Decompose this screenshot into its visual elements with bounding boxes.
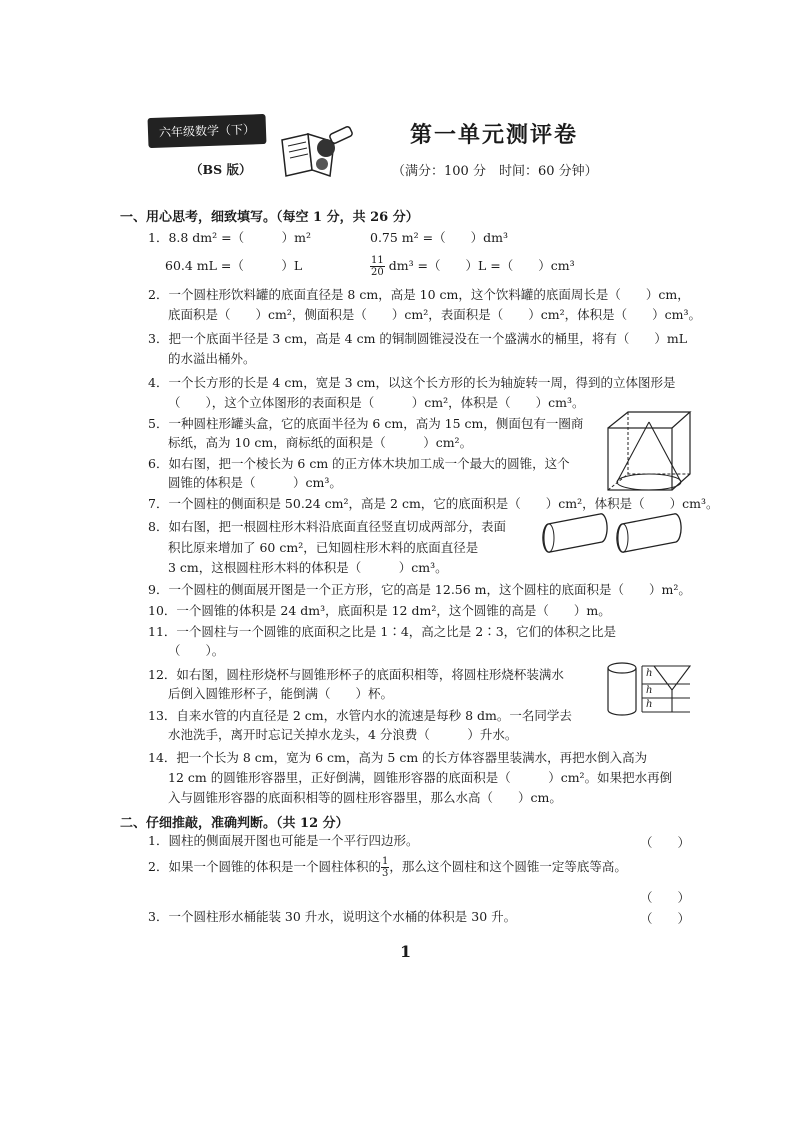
answer-paren-1[interactable]: （ ） [640,835,691,850]
page-number: 1 [400,942,412,961]
fraction-11-20: $\frac{11}{20}$ [371,255,384,278]
q1a: 1．8.8 dm² =（ ）m² [148,230,311,245]
height-label-3: h [646,699,653,710]
q1d: $\frac{11}{20}$ dm³ =（ ）L =（ ）cm³ [371,255,575,278]
q12a: 12．如右图，圆柱形烧杯与圆锥形杯子的底面积相等，将圆柱形烧杯装满水 [148,667,564,682]
q5b: 标纸，高为 10 cm，商标纸的面积是（ ）cm²。 [168,435,473,450]
answer-paren-2[interactable]: （ ） [640,890,691,905]
height-label-1: h [646,668,653,679]
judge-q2: 2．如果一个圆锥的体积是一个圆柱体积的 $\frac{1}{3}$ ，那么这个圆柱和这个圆锥一定等底等高。 [148,856,627,879]
exam-meta: （满分：100 分 时间：60 分钟） [392,164,598,179]
q13b: 水池洗手，离开时忘记关掉水龙头，4 分浪费（ ）升水。 [168,727,518,742]
q6a: 6．如右图，把一个棱长为 6 cm 的正方体木块加工成一个最大的圆锥，这个 [148,456,570,471]
q4a: 4．一个长方形的长是 4 cm，宽是 3 cm，以这个长方形的长为轴旋转一周，得到的立体图形是 [148,375,676,390]
reading-book-icon [278,120,356,178]
q8a: 8．如右图，把一根圆柱形木料沿底面直径竖直切成两部分，表面 [148,519,506,534]
q11a: 11．一个圆柱与一个圆锥的底面积之比是 1∶4，高之比是 2∶3，它们的体积之比是 [148,624,617,639]
edition-label: （BS 版） [190,162,252,177]
height-label-2: h [646,685,653,696]
fraction-1-3: $\frac{1}{3}$ [381,856,389,879]
q14b: 12 cm 的圆锥形容器里，正好倒满，圆锥形容器的底面积是（ ）cm²。如果把水再倒 [168,770,673,785]
judge-q1: 1．圆柱的侧面展开图也可能是一个平行四边形。 [148,833,419,848]
grade-badge: 六年级数学（下） [148,114,267,148]
q2b: 底面积是（ ）cm²，侧面积是（ ）cm²，表面积是（ ）cm²，体积是（ ）cm³。 [168,307,701,322]
q14a: 14．把一个长为 8 cm，宽为 6 cm，高为 5 cm 的长方体容器里装满水，再把水倒入高为 [148,750,648,765]
q9: 9．一个圆柱的侧面展开图是一个正方形，它的高是 12.56 m，这个圆柱的底面积是（ ）m²。 [148,582,691,597]
q1c: 60.4 mL =（ ）L [165,258,303,273]
section1-heading: 一、用心思考，细致填写。（每空 1 分，共 26 分） [120,210,419,225]
q1b: 0.75 m² =（ ）dm³ [370,230,508,245]
q11b: （ ）。 [168,643,225,658]
q5a: 5．一种圆柱形罐头盒，它的底面半径为 6 cm，高为 15 cm，侧面包有一圈商 [148,416,584,431]
q12b: 后倒入圆锥形杯子，能倒满（ ）杯。 [168,686,394,701]
cube-cone-figure [604,408,696,494]
q3a: 3．把一个底面半径是 3 cm，高是 4 cm 的铜制圆锥浸没在一个盛满水的桶里，将有（ ）mL [148,331,688,346]
judge-q3: 3．一个圆柱形水桶能装 30 升水，说明这个水桶的体积是 30 升。 [148,909,517,924]
page-title: 第一单元测评卷 [410,122,579,148]
q10: 10．一个圆锥的体积是 24 dm³，底面积是 12 dm²，这个圆锥的高是（ ）m。 [148,603,611,618]
q2a: 2．一个圆柱形饮料罐的底面直径是 8 cm，高是 10 cm，这个饮料罐的底面周长是（ ）cm， [148,287,690,302]
q13a: 13．自来水管的内直径是 2 cm，水管内水的流速是每秒 8 dm。一名同学去 [148,708,572,723]
q4b: （ ），这个立体图形的表面积是（ ）cm²，体积是（ ）cm³。 [168,395,585,410]
q6b: 圆锥的体积是（ ）cm³。 [168,475,342,490]
q14c: 入与圆锥形容器的底面积相等的圆柱形容器里，那么水高（ ）cm。 [168,790,562,805]
cut-cylinder-figure [540,510,690,554]
q8b: 积比原来增加了 60 cm²，已知圆柱形木料的底面直径是 [168,540,479,555]
q7: 7．一个圆柱的侧面积是 50.24 cm²，高是 2 cm，它的底面积是（ ）cm²，体积是（ ）cm³。 [148,496,719,511]
q3b: 的水溢出桶外。 [168,351,256,366]
answer-paren-3[interactable]: （ ） [640,911,691,926]
section2-heading: 二、仔细推敲，准确判断。（共 12 分） [120,816,349,831]
q8c: 3 cm，这根圆柱形木料的体积是（ ）cm³。 [168,560,448,575]
